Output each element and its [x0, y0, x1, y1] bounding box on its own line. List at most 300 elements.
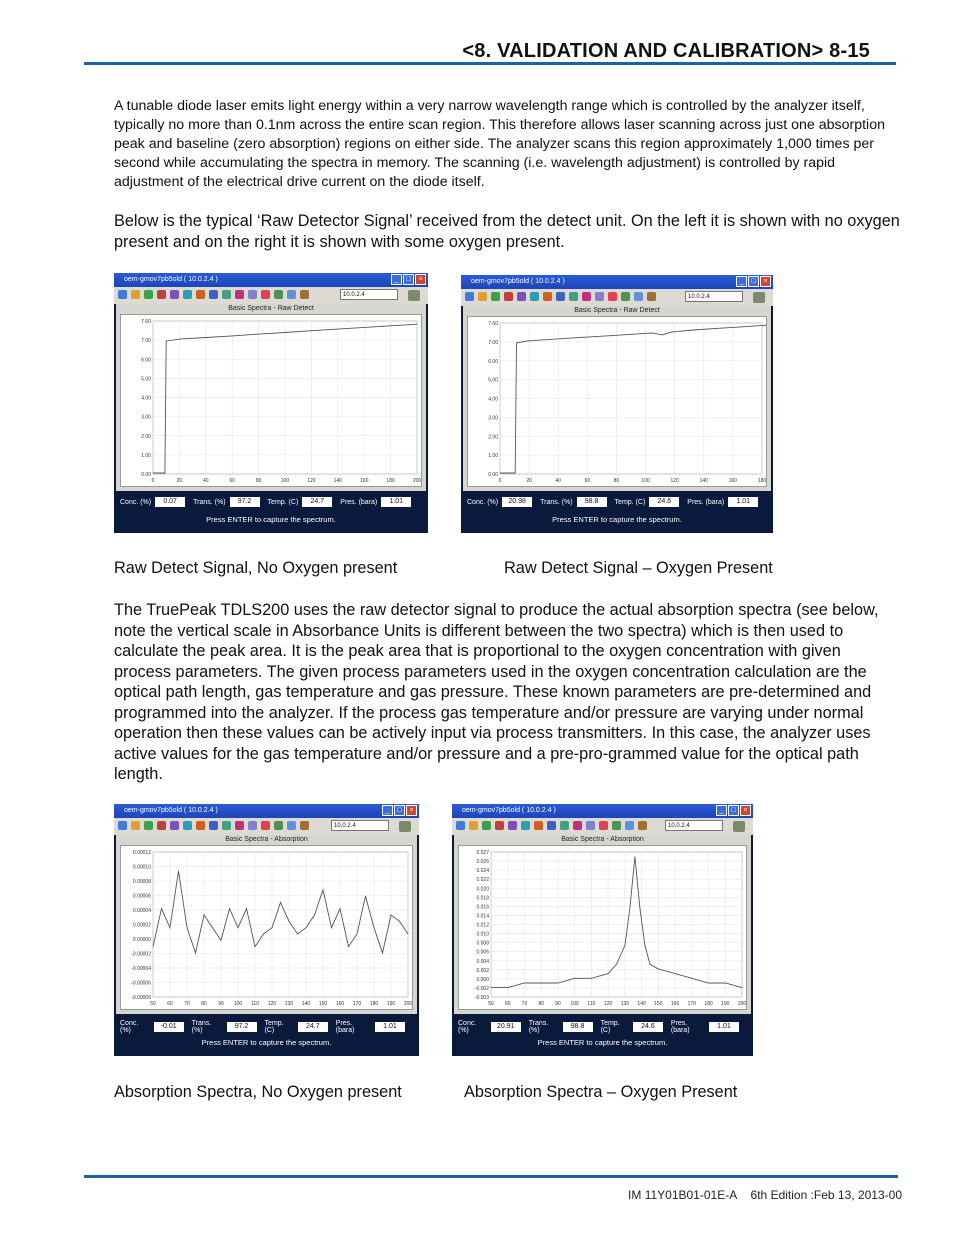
x-tick-label: 60 — [504, 1001, 511, 1007]
data-point — [651, 333, 652, 334]
x-tick-label: 100 — [570, 1001, 579, 1007]
conc-label: Conc. (%) — [120, 1020, 139, 1034]
window-body — [114, 304, 428, 533]
x-tick-label: 100 — [641, 478, 650, 484]
temp-value: 24.6 — [649, 497, 679, 507]
toolbar-tool-icon[interactable] — [482, 821, 491, 830]
minimize-icon[interactable]: _ — [736, 276, 747, 287]
toolbar-tool-icon[interactable] — [478, 292, 487, 301]
footer-doc-id: IM 11Y01B01-01E-A — [628, 1188, 738, 1202]
y-tick-label: 0.00004 — [132, 908, 151, 914]
y-tick-label: 0.00010 — [132, 864, 151, 871]
window-title-bar — [461, 275, 773, 289]
minimize-icon[interactable]: _ — [382, 805, 393, 816]
toolbar-tool-icon[interactable] — [543, 292, 552, 301]
plot-area — [120, 314, 422, 487]
screenshot-raw-no-oxygen — [114, 273, 428, 533]
close-icon[interactable]: × — [415, 274, 426, 285]
y-tick-label: 0.00002 — [132, 922, 151, 929]
x-tick-label: 140 — [699, 478, 708, 484]
trans-value: 98.8 — [563, 1022, 593, 1032]
close-icon[interactable]: × — [406, 805, 417, 816]
x-tick-label: 0 — [498, 478, 502, 484]
ip-address-field[interactable]: 10.0.2.4 — [665, 820, 723, 831]
data-point — [340, 908, 341, 909]
x-tick-label: 120 — [267, 1001, 277, 1007]
maximize-icon[interactable]: □ — [728, 805, 739, 816]
trans-value: 98.8 — [577, 497, 607, 507]
plot-panel — [454, 835, 751, 1014]
toolbar-tool-icon[interactable] — [248, 821, 257, 830]
data-point — [691, 978, 692, 979]
x-tick-label: 160 — [670, 1001, 680, 1007]
toolbar-tool-icon[interactable] — [300, 290, 309, 299]
pres-value: 1.01 — [728, 497, 758, 507]
data-point — [153, 946, 154, 947]
conc-label: Conc. (%) — [467, 498, 499, 506]
maximize-icon[interactable]: □ — [403, 274, 414, 285]
data-point — [500, 473, 501, 474]
data-point — [391, 915, 392, 916]
absorption-paragraph: The TruePeak TDLS200 uses the raw detector signal to produce the actual absorption spectra (see below, note the vertical scale in Absorbance Units is different between the two spectra) which is then used to calculate the peak area. It is the peak area that is proportional to the oxygen concentration with given process parameters. The given process parameters used in the oxygen concentration calculation are the optical path length, gas temperature and gas pressure. These known parameters are pre-determined and programmed into the analyzer. If the process gas temperature and/or pressure are varying under normal operation then these values can be actively input via process transmitters. In this case, the analyzer uses active values for the gas temperature and/or pressure and a pre-pro-grammed value for the optical path length. — [114, 601, 879, 783]
data-point — [645, 945, 646, 946]
data-point — [164, 473, 165, 474]
data-point — [629, 908, 630, 909]
temp-label: Temp. (C) — [264, 1020, 284, 1034]
y-tick-label: 0.027 — [476, 850, 489, 856]
data-point — [515, 473, 516, 474]
screenshot-raw-oxygen — [461, 275, 773, 533]
toolbar-tool-icon[interactable] — [517, 292, 526, 301]
data-point — [742, 987, 743, 988]
data-point — [693, 330, 694, 331]
x-tick-label: 120 — [307, 478, 316, 484]
data-point — [725, 983, 726, 984]
data-point — [161, 908, 162, 909]
toolbar-tool-icon[interactable] — [222, 821, 231, 830]
x-tick-label: 50 — [150, 1001, 156, 1007]
data-point — [337, 329, 338, 330]
plot-title: Basic Spectra - Raw Detect — [574, 307, 660, 314]
data-point — [608, 973, 609, 974]
toolbar — [114, 287, 428, 304]
data-point — [637, 334, 638, 335]
toolbar-tool-icon[interactable] — [495, 821, 504, 830]
caption-raw-oxygen: Raw Detect Signal – Oxygen Present — [504, 559, 773, 577]
y-tick-label: -0.002 — [474, 985, 489, 992]
toolbar-tool-icon[interactable] — [300, 821, 309, 830]
capture-instruction: Press ENTER to capture the spectrum. — [552, 515, 682, 524]
data-point — [635, 856, 636, 857]
data-point — [516, 342, 517, 343]
data-point — [491, 987, 492, 988]
plot-panel — [116, 304, 426, 491]
toolbar — [114, 818, 419, 835]
x-tick-label: 40 — [555, 478, 562, 484]
toolbar-tool-icon[interactable] — [170, 290, 179, 299]
y-tick-label: 0.014 — [476, 913, 489, 920]
temp-label: Temp. (C) — [267, 498, 299, 506]
x-tick-label: 80 — [255, 478, 262, 484]
x-tick-label: 60 — [229, 478, 235, 484]
toolbar-tool-icon[interactable] — [504, 292, 513, 301]
pres-value: 1.01 — [375, 1022, 405, 1032]
y-tick-label: 7.60 — [488, 321, 498, 327]
x-tick-label: 130 — [620, 1001, 630, 1007]
data-point — [616, 964, 617, 965]
data-point — [399, 921, 400, 922]
trans-value: 97.2 — [230, 497, 260, 507]
temp-label: Temp. (C) — [600, 1020, 620, 1034]
toolbar-tool-icon[interactable] — [235, 821, 244, 830]
caption-absorption-no-oxygen: Absorption Spectra, No Oxygen present — [114, 1083, 402, 1101]
network-icon[interactable] — [753, 292, 765, 303]
data-point — [610, 335, 611, 336]
toolbar-tool-icon[interactable] — [183, 290, 192, 299]
y-tick-label: 6.00 — [141, 357, 151, 364]
toolbar-tool-icon[interactable] — [465, 292, 474, 301]
data-point — [662, 335, 663, 336]
y-tick-label: 0.00 — [141, 472, 151, 478]
temp-value: 24.7 — [298, 1022, 328, 1032]
window-title-bar — [114, 273, 428, 287]
minimize-icon[interactable]: _ — [391, 274, 402, 285]
data-point — [153, 473, 154, 474]
x-tick-label: 120 — [670, 478, 679, 484]
window-title: oem-gmov7pb5old ( 10.0.2.4 ) — [124, 807, 218, 814]
x-tick-label: 80 — [613, 478, 620, 484]
toolbar-tool-icon[interactable] — [209, 290, 218, 299]
data-point — [221, 940, 222, 941]
data-point — [555, 339, 556, 340]
data-point — [285, 332, 286, 333]
data-point — [204, 915, 205, 916]
toolbar-tool-icon[interactable] — [222, 290, 231, 299]
toolbar-tool-icon[interactable] — [621, 292, 630, 301]
data-point — [408, 934, 409, 935]
y-tick-label: 0.008 — [476, 940, 489, 947]
x-tick-label: 20 — [526, 478, 532, 484]
y-tick-label: 0.004 — [476, 958, 489, 965]
intro-paragraph: A tunable diode laser emits light energy within a very narrow wavelength range which is controlled by the analyzer itself, typically no more than 0.1nm across the entire scan region. This therefore allows laser scanning across just one absorption peak and baseline (zero absorption) regions on either side. The analyzer scans this region approximately 1,000 times per second while accumulating the spectra in memory. The scanning (i.e. wavelength adjustment) is controlled by rapid adjustment of the electrical drive current on the diode itself. — [114, 98, 885, 190]
toolbar-tool-icon[interactable] — [595, 292, 604, 301]
toolbar-tool-icon[interactable] — [560, 821, 569, 830]
y-tick-label: 4.00 — [141, 395, 151, 402]
conc-label: Conc. (%) — [458, 1020, 477, 1034]
data-point — [624, 945, 625, 946]
x-tick-label: 60 — [584, 478, 591, 484]
toolbar-tool-icon[interactable] — [534, 821, 543, 830]
pres-label: Pres. (bara) — [340, 498, 378, 506]
data-point — [170, 927, 171, 928]
y-tick-label: -0.00002 — [131, 951, 151, 958]
y-tick-label: -0.00004 — [131, 966, 151, 972]
y-tick-label: 0.022 — [476, 877, 489, 884]
toolbar-tool-icon[interactable] — [248, 290, 257, 299]
plot-panel — [463, 306, 771, 491]
header-rule — [84, 62, 896, 65]
data-point — [720, 328, 721, 329]
data-point — [513, 473, 514, 474]
y-tick-label: 0.00006 — [132, 893, 151, 900]
plot-title: Basic Spectra - Raw Detect — [228, 305, 314, 312]
y-tick-label: 2.00 — [488, 434, 498, 441]
data-point — [272, 927, 273, 928]
x-tick-label: 180 — [757, 478, 767, 484]
toolbar-tool-icon[interactable] — [287, 821, 296, 830]
data-point — [650, 964, 651, 965]
x-tick-label: 150 — [654, 1001, 663, 1007]
plot-area — [458, 845, 747, 1010]
x-tick-label: 90 — [218, 1001, 224, 1007]
y-tick-label: 0.00008 — [132, 879, 151, 885]
footer-rule — [84, 1175, 898, 1178]
x-tick-label: 100 — [233, 1001, 243, 1007]
data-point — [708, 983, 709, 984]
network-icon[interactable] — [733, 821, 745, 832]
data-point — [331, 927, 332, 928]
toolbar-tool-icon[interactable] — [144, 290, 153, 299]
data-point — [541, 983, 542, 984]
toolbar-tool-icon[interactable] — [491, 292, 500, 301]
toolbar-tool-icon[interactable] — [599, 821, 608, 830]
data-point — [672, 332, 673, 333]
status-bar — [120, 1020, 413, 1034]
window-title-bar — [114, 804, 419, 818]
data-point — [263, 934, 264, 935]
window-title: oem-gmov7pb5old ( 10.0.2.4 ) — [462, 807, 556, 814]
network-icon[interactable] — [408, 290, 420, 301]
toolbar-tool-icon[interactable] — [530, 292, 539, 301]
x-tick-label: 70 — [184, 1001, 190, 1007]
plot-panel — [116, 835, 417, 1014]
trans-label: Trans. (%) — [193, 498, 226, 506]
capture-instruction: Press ENTER to capture the spectrum. — [201, 1038, 332, 1047]
data-point — [558, 983, 559, 984]
network-icon[interactable] — [399, 821, 411, 832]
status-bar — [467, 497, 767, 507]
page-header-title: <8. VALIDATION AND CALIBRATION> 8-15 — [462, 40, 870, 62]
maximize-icon[interactable]: □ — [394, 805, 405, 816]
pres-value: 1.01 — [381, 497, 411, 507]
y-tick-label: 5.00 — [488, 377, 498, 384]
plot-title: Basic Spectra - Absorption — [561, 836, 644, 843]
window-title: oem-gmov7pb5old ( 10.0.2.4 ) — [124, 276, 218, 283]
x-tick-label: 80 — [201, 1001, 207, 1007]
y-tick-label: 7.00 — [488, 339, 498, 346]
toolbar-tool-icon[interactable] — [586, 821, 595, 830]
trans-label: Trans. (%) — [540, 498, 573, 506]
data-point — [417, 324, 418, 325]
toolbar-tool-icon[interactable] — [625, 821, 634, 830]
toolbar-tool-icon[interactable] — [157, 290, 166, 299]
data-point — [675, 973, 676, 974]
toolbar-tool-icon[interactable] — [521, 821, 530, 830]
toolbar-tool-icon[interactable] — [209, 821, 218, 830]
toolbar-tool-icon[interactable] — [569, 292, 578, 301]
temp-value: 24.6 — [633, 1022, 663, 1032]
window-body — [452, 835, 753, 1056]
x-tick-label: 80 — [538, 1001, 544, 1007]
toolbar-tool-icon[interactable] — [634, 292, 643, 301]
toolbar-tool-icon[interactable] — [196, 821, 205, 830]
toolbar-tool-icon[interactable] — [235, 290, 244, 299]
data-point — [212, 927, 213, 928]
x-tick-label: 140 — [301, 1001, 311, 1007]
plot-area — [120, 845, 413, 1010]
data-point — [658, 969, 659, 970]
minimize-icon[interactable]: _ — [716, 805, 727, 816]
capture-instruction: Press ENTER to capture the spectrum. — [537, 1038, 668, 1047]
data-point — [640, 908, 641, 909]
x-tick-label: 170 — [352, 1001, 362, 1007]
toolbar-tool-icon[interactable] — [183, 821, 192, 830]
close-icon[interactable]: × — [760, 276, 771, 287]
maximize-icon[interactable]: □ — [748, 276, 759, 287]
ip-address-field[interactable]: 10.0.2.4 — [685, 291, 743, 302]
x-tick-label: 160 — [360, 478, 369, 484]
toolbar-tool-icon[interactable] — [287, 290, 296, 299]
toolbar-tool-icon[interactable] — [261, 290, 270, 299]
window-body — [114, 835, 419, 1056]
y-tick-label: 4.00 — [488, 396, 498, 403]
data-point — [668, 333, 669, 334]
x-tick-label: 20 — [176, 478, 183, 484]
y-tick-label: 0.024 — [476, 868, 489, 875]
data-point — [255, 946, 256, 947]
data-point — [229, 908, 230, 909]
y-tick-label: 0.006 — [476, 949, 489, 956]
data-point — [314, 915, 315, 916]
toolbar-tool-icon[interactable] — [508, 821, 517, 830]
x-tick-label: 60 — [167, 1001, 173, 1007]
toolbar-tool-icon[interactable] — [469, 821, 478, 830]
data-point — [348, 946, 349, 947]
toolbar-tool-icon[interactable] — [196, 290, 205, 299]
x-tick-label: 40 — [203, 478, 209, 484]
capture-instruction: Press ENTER to capture the spectrum. — [206, 515, 336, 524]
toolbar-tool-icon[interactable] — [131, 290, 140, 299]
window-title-bar — [452, 804, 753, 818]
toolbar-tool-icon[interactable] — [638, 821, 647, 830]
y-tick-label: 0.00 — [488, 472, 498, 478]
x-tick-label: 200 — [412, 478, 422, 484]
y-tick-label: 0.010 — [476, 931, 489, 938]
toolbar-tool-icon[interactable] — [131, 821, 140, 830]
y-tick-label: 0.026 — [476, 859, 489, 866]
x-tick-label: 110 — [587, 1001, 596, 1007]
y-tick-label: 5.00 — [141, 376, 151, 383]
data-point — [364, 327, 365, 328]
x-tick-label: 90 — [555, 1001, 561, 1007]
toolbar-tool-icon[interactable] — [274, 821, 283, 830]
y-tick-label: -0.003 — [474, 995, 489, 1001]
y-tick-label: 0.016 — [476, 904, 489, 911]
x-tick-label: 140 — [333, 478, 342, 484]
toolbar-tool-icon[interactable] — [261, 821, 270, 830]
data-point — [311, 330, 312, 331]
toolbar-tool-icon[interactable] — [118, 290, 127, 299]
data-point — [390, 325, 391, 326]
ip-address-field[interactable]: 10.0.2.4 — [340, 289, 398, 300]
toolbar-tool-icon[interactable] — [582, 292, 591, 301]
x-tick-label: 180 — [386, 478, 395, 484]
toolbar-tool-icon[interactable] — [647, 292, 656, 301]
toolbar-tool-icon[interactable] — [608, 292, 617, 301]
data-point — [195, 952, 196, 953]
trans-value: 97.2 — [227, 1022, 257, 1032]
data-point — [238, 927, 239, 928]
data-point — [166, 341, 167, 342]
data-point — [507, 987, 508, 988]
close-icon[interactable]: × — [740, 805, 751, 816]
pres-label: Pres. (bara) — [335, 1020, 355, 1034]
toolbar-tool-icon[interactable] — [170, 821, 179, 830]
y-tick-label: 7.00 — [141, 338, 151, 345]
trans-label: Trans. (%) — [528, 1020, 549, 1034]
data-point — [297, 934, 298, 935]
status-bar — [458, 1020, 747, 1034]
toolbar-tool-icon[interactable] — [556, 292, 565, 301]
x-tick-label: 190 — [721, 1001, 730, 1007]
data-point — [246, 908, 247, 909]
conc-value: -0.01 — [154, 1022, 184, 1032]
toolbar-tool-icon[interactable] — [144, 821, 153, 830]
y-tick-label: 0.020 — [476, 886, 489, 893]
toolbar — [461, 289, 773, 306]
window-title: oem-gmov7pb5old ( 10.0.2.4 ) — [471, 278, 565, 285]
y-tick-label: 0.000 — [476, 976, 489, 983]
toolbar-tool-icon[interactable] — [274, 290, 283, 299]
conc-label: Conc. (%) — [120, 498, 152, 506]
page-footer — [628, 1188, 902, 1202]
x-tick-label: 50 — [488, 1001, 494, 1007]
data-point — [524, 983, 525, 984]
toolbar-tool-icon[interactable] — [547, 821, 556, 830]
window-body — [461, 306, 773, 533]
x-tick-label: 180 — [704, 1001, 713, 1007]
conc-value: 20.98 — [502, 497, 532, 507]
pres-label: Pres. (bara) — [687, 498, 725, 506]
x-tick-label: 70 — [521, 1001, 528, 1007]
toolbar-tool-icon[interactable] — [118, 821, 127, 830]
toolbar-tool-icon[interactable] — [456, 821, 465, 830]
y-tick-label: 1.00 — [488, 453, 498, 460]
ip-address-field[interactable]: 10.0.2.4 — [331, 820, 389, 831]
temp-label: Temp. (C) — [614, 498, 646, 506]
x-tick-label: 160 — [335, 1001, 345, 1007]
pres-label: Pres. (bara) — [670, 1020, 690, 1034]
y-tick-label: 3.00 — [488, 415, 498, 422]
toolbar-tool-icon[interactable] — [157, 821, 166, 830]
data-point — [289, 921, 290, 922]
y-tick-label: 6.00 — [488, 358, 498, 365]
data-point — [582, 337, 583, 338]
toolbar-tool-icon[interactable] — [612, 821, 621, 830]
x-tick-label: 200 — [403, 1001, 413, 1007]
data-point — [163, 473, 164, 474]
y-tick-label: 7.60 — [141, 319, 151, 325]
x-tick-label: 190 — [386, 1001, 396, 1007]
data-point — [357, 934, 358, 935]
toolbar-tool-icon[interactable] — [573, 821, 582, 830]
data-point — [527, 340, 528, 341]
y-tick-label: 3.00 — [141, 414, 151, 421]
data-point — [280, 902, 281, 903]
caption-absorption-oxygen: Absorption Spectra – Oxygen Present — [464, 1083, 738, 1101]
data-point — [574, 978, 575, 979]
screenshot-absorption-oxygen — [452, 804, 753, 1056]
